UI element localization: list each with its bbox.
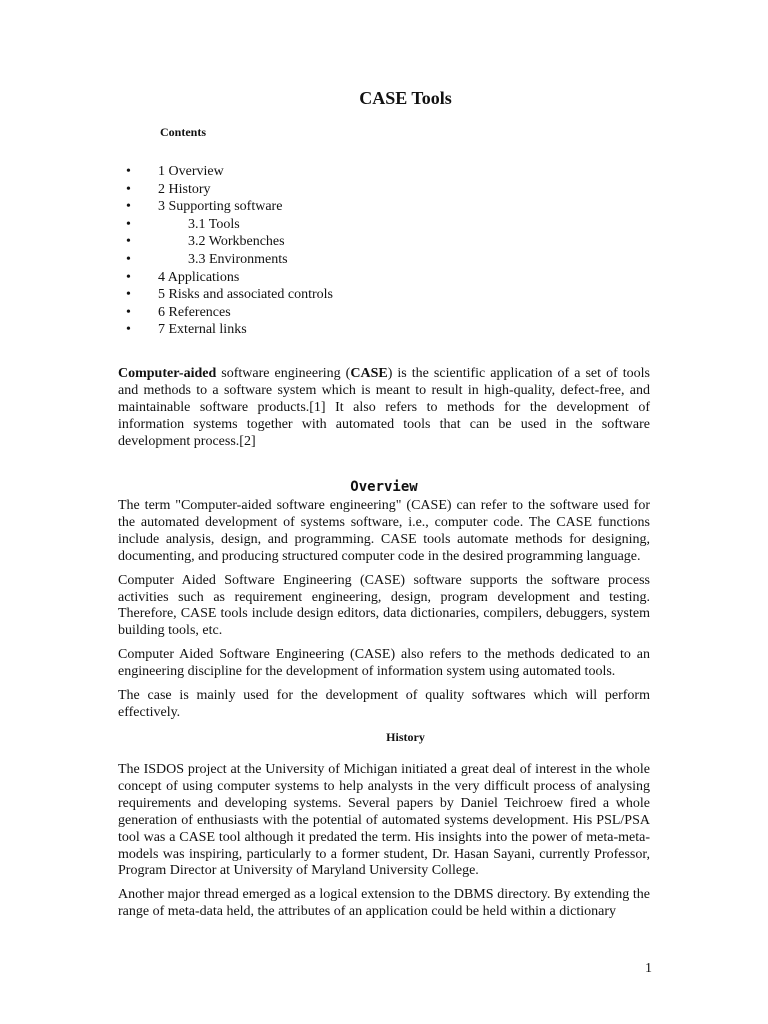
toc-item[interactable]: • 4 Applications <box>142 269 333 287</box>
document-title: CASE Tools <box>359 88 452 108</box>
history-heading: History <box>386 730 425 744</box>
toc-item[interactable]: • 2 History <box>142 181 333 199</box>
page-number: 1 <box>645 961 652 976</box>
overview-paragraph: The case is mainly used for the development of quality softwares which will perform effectively. <box>118 688 650 720</box>
history-paragraph: The ISDOS project at the University of Michigan initiated a great deal of interest in the whole concept of using computer systems to help analysts in the very difficult process of analysing requirements and developing systems. Several papers by Daniel Teichroew fired a whole generation of enthusiasts with the potential of automated systems development. His PSL/PSA tool was a CASE tool although it predated the term. His insights into the power of meta-meta-models was inspiring, particularly to a former student, Dr. Hasan Sayani, currently Professor, Program Director at University of Maryland University College. <box>118 762 650 879</box>
contents-heading: Contents <box>160 125 207 139</box>
toc-subitem[interactable]: • 3.2 Workbenches <box>142 233 333 251</box>
toc-item[interactable]: • 7 External links <box>142 321 333 339</box>
overview-paragraph: Computer Aided Software Engineering (CASE) also refers to the methods dedicated to an engineering discipline for the development of information system using automated tools. <box>118 647 650 680</box>
toc-item[interactable]: • 5 Risks and associated controls <box>142 286 333 304</box>
intro-paragraph: Computer-aided software engineering (CASE) is the scientific application of a set of tools and methods to a software system which is meant to result in high-quality, defect-free, and maintainable software products.[1] It also refers to methods for the development of information systems together with automated tools that can be used in the software development process.[2] <box>118 366 650 449</box>
table-of-contents <box>142 163 333 339</box>
toc-subitem[interactable]: • 3.1 Tools <box>142 216 333 234</box>
toc-item[interactable]: • 6 References <box>142 304 333 322</box>
overview-paragraph: The term "Computer-aided software engineering" (CASE) can refer to the software used for the automated development of systems software, i.e., computer code. The CASE functions include analysis, design, and programming. CASE tools automate methods for designing, documenting, and producing structured computer code in the desired programming language. <box>118 498 650 564</box>
overview-paragraph: Computer Aided Software Engineering (CASE) software supports the software process activities such as requirement engineering, design, program development and testing. Therefore, CASE tools include design editors, data dictionaries, compilers, debuggers, system building tools, etc. <box>118 572 650 639</box>
toc-item[interactable]: • 1 Overview <box>142 163 333 181</box>
history-section <box>118 762 650 928</box>
toc-item[interactable]: • 3 Supporting software <box>142 198 333 216</box>
history-paragraph: Another major thread emerged as a logical extension to the DBMS directory. By extending the range of meta-data held, the attributes of an application could be held within a dictionary <box>118 887 650 920</box>
overview-section <box>118 498 650 729</box>
intro-section <box>118 366 650 458</box>
overview-heading: Overview <box>350 479 418 495</box>
toc-subitem[interactable]: • 3.3 Environments <box>142 251 333 269</box>
